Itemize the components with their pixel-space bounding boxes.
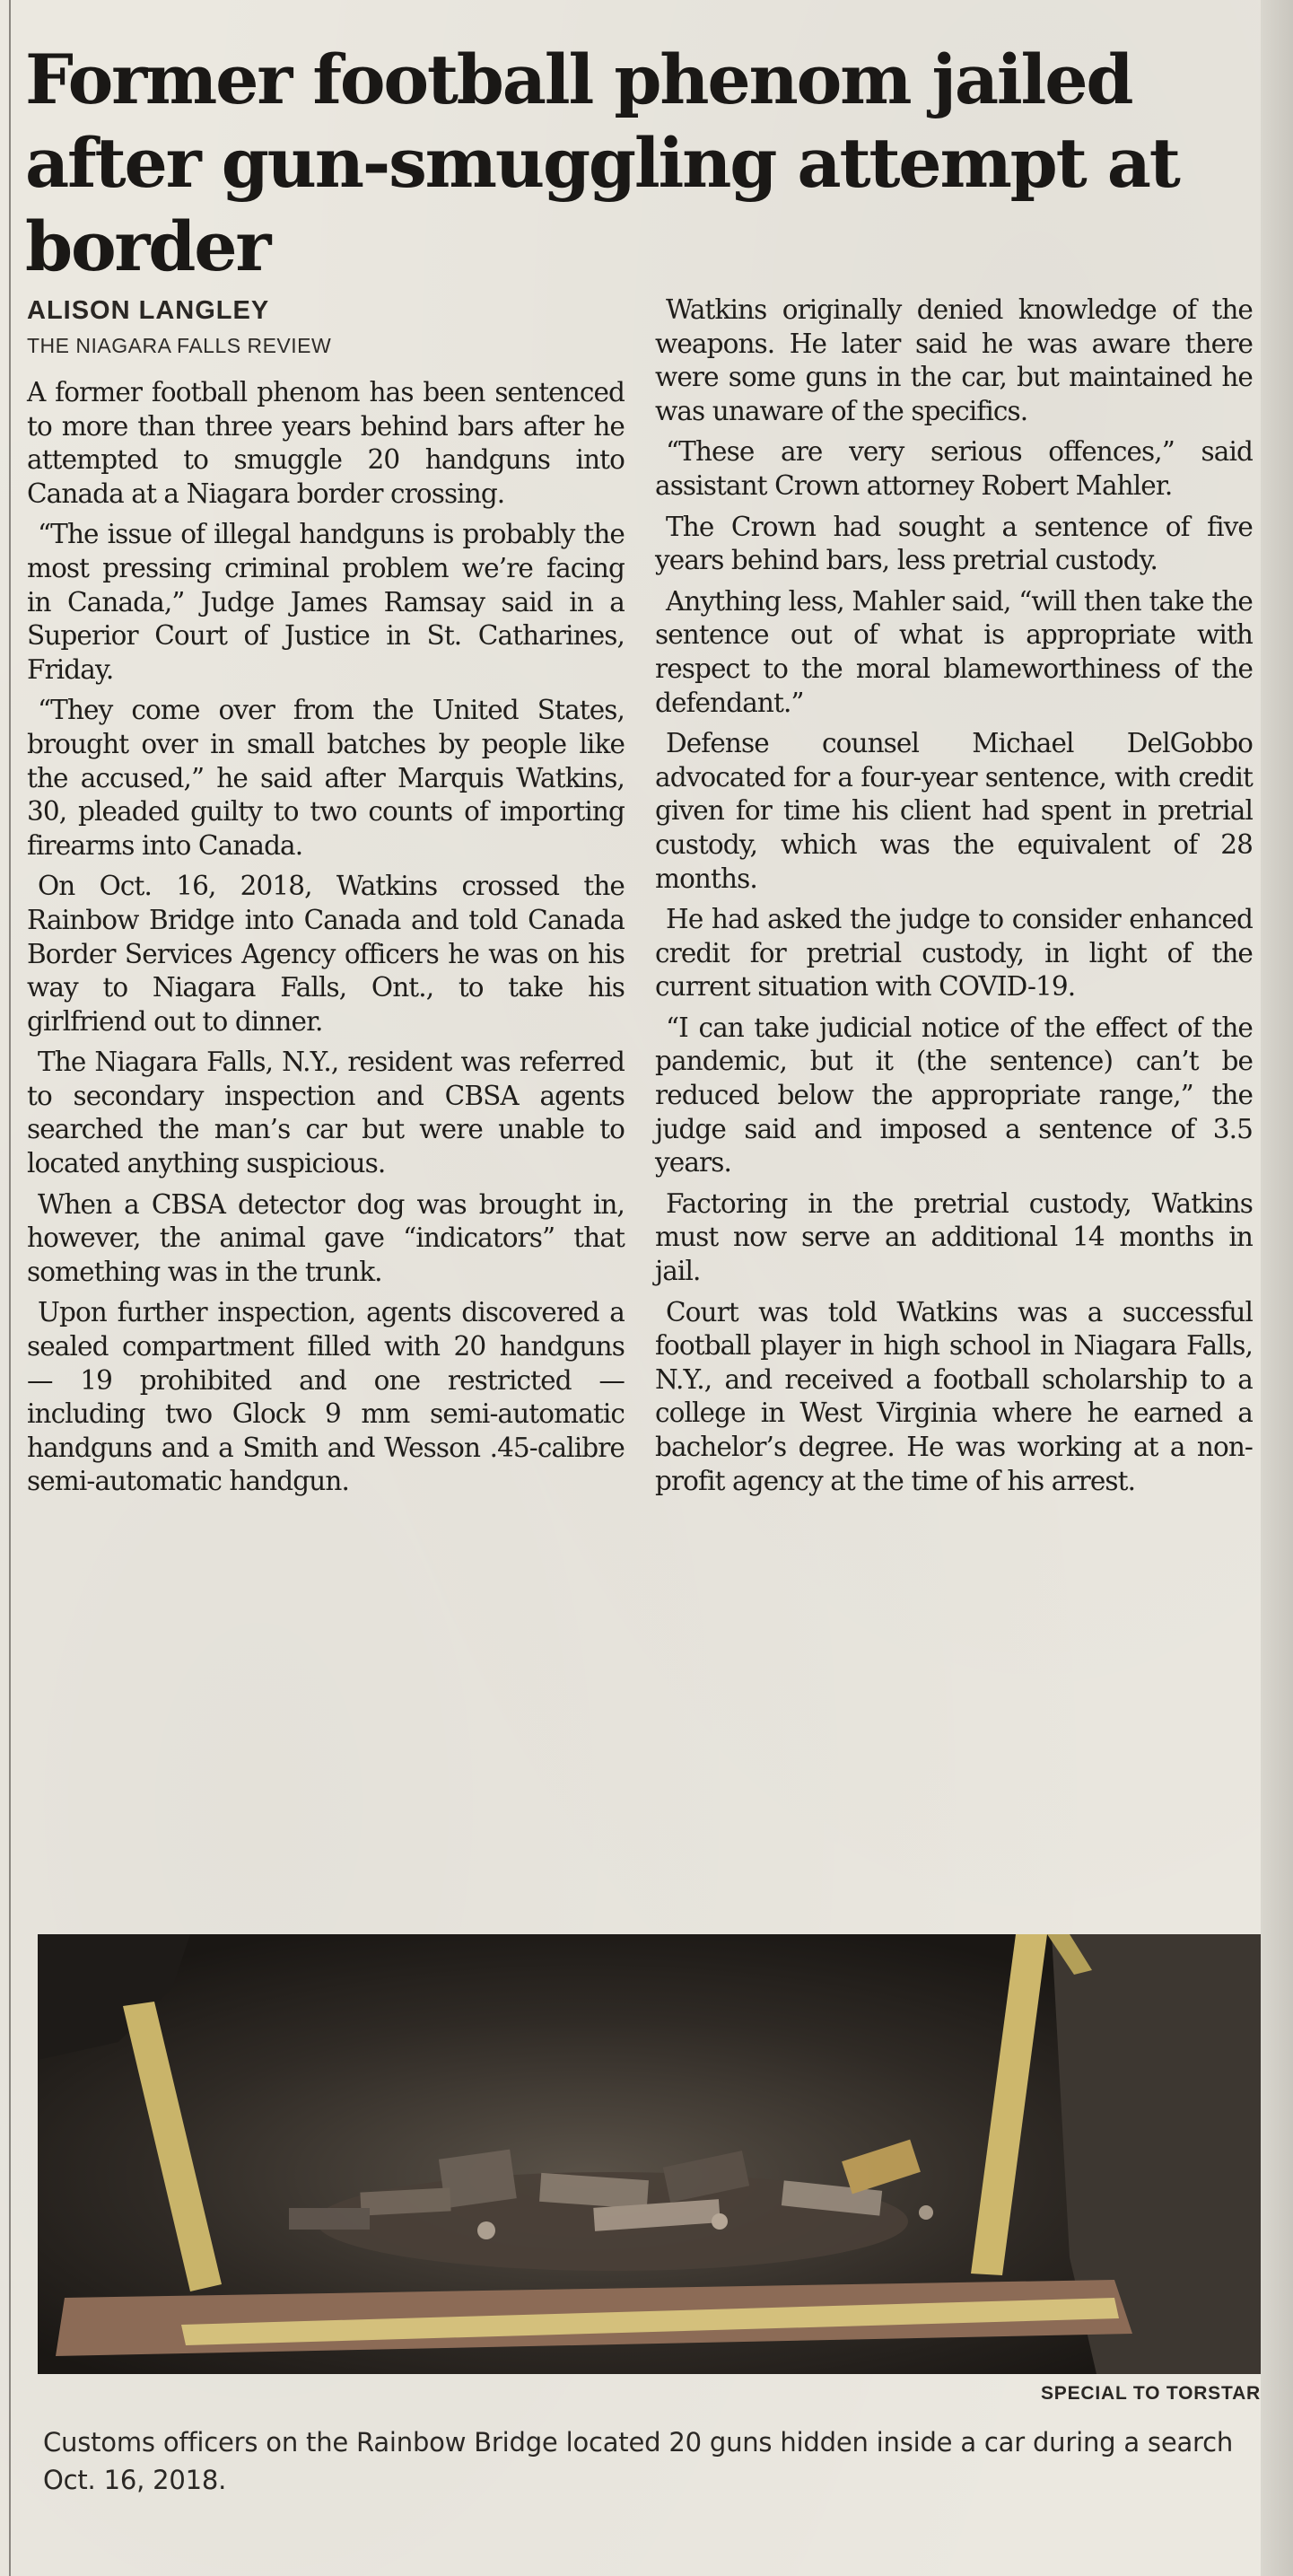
article-photo: [38, 1934, 1261, 2374]
paragraph: A former football phenom has been sentenced to more than three years behind bars after he attempted to smuggle 20 handguns into Canada at a Niagara border crossing.: [27, 377, 625, 509]
paragraph: Upon further inspection, agents discovered a sealed compartment filled with 20 handguns — 19 prohibited and one restricted — including two Glock 9 mm semi-automatic handguns and a Smith and Wesson .45-calibre semi-automatic handgun.: [27, 1297, 625, 1497]
byline: ALISON LANGLEY: [27, 296, 270, 325]
adjacent-page-edge: [1261, 0, 1293, 2576]
paragraph: Defense counsel Michael DelGobbo advocated for a four-year sentence, with credit given for time his client had spent in pretrial custody, which was the equivalent of 28 months.: [655, 728, 1253, 894]
photo-caption: Customs officers on the Rainbow Bridge located 20 guns hidden inside a car during a search Oct. 16, 2018.: [43, 2427, 1234, 2495]
hidden-guns-photo: [38, 1934, 1261, 2374]
paragraph: He had asked the judge to consider enhanced credit for pretrial custody, in light of the current situation with COVID-19.: [655, 904, 1253, 1003]
paragraph: “These are very serious offences,” said assistant Crown attorney Robert Mahler.: [655, 436, 1253, 501]
paragraph: “The issue of illegal handguns is probably the most pressing criminal problem we’re facing in Canada,” Judge James Ramsay said in a Superior Court of Justice in St. Catharines, Friday.: [27, 519, 625, 685]
paragraph: On Oct. 16, 2018, Watkins crossed the Rainbow Bridge into Canada and told Canada Border Services Agency officers he was on his way to Niagara Falls, Ont., to take his girlfriend out to dinner.: [27, 871, 625, 1037]
paragraph: When a CBSA detector dog was brought in, however, the animal gave “indicators” that something was in the trunk.: [27, 1188, 625, 1287]
paragraph: Court was told Watkins was a successful football player in high school in Niagara Falls, N.Y., and received a football scholarship to a college in West Virginia where he earned a bachelor’s degree. He was working at a non-profit agency at the time of his arrest.: [655, 1296, 1253, 1496]
paragraph: Factoring in the pretrial custody, Watkins must now serve an additional 14 months in jail.: [655, 1187, 1253, 1287]
outlet-name: THE NIAGARA FALLS REVIEW: [27, 334, 332, 357]
article-column-left: [27, 376, 625, 1506]
photo-credit: SPECIAL TO TORSTAR: [1040, 2383, 1261, 2404]
headline: Former football phenom jailed after gun-smuggling attempt at border: [25, 39, 1179, 286]
column-rule: [9, 0, 11, 2576]
article-column-right: [655, 294, 1253, 1505]
paragraph: The Niagara Falls, N.Y., resident was referred to secondary inspection and CBSA agents searched the man’s car but were unable to located anything suspicious.: [27, 1047, 625, 1179]
paragraph: Anything less, Mahler said, “will then take the sentence out of what is appropriate with respect to the moral blameworthiness of the defendant.”: [655, 585, 1253, 718]
paragraph: The Crown had sought a sentence of five years behind bars, less pretrial custody.: [655, 511, 1253, 576]
paragraph: “I can take judicial notice of the effect of the pandemic, but it (the sentence) can’t be reduced below the appropriate range,” the judge said and imposed a sentence of 3.5 years.: [655, 1012, 1253, 1178]
paragraph: Watkins originally denied knowledge of the weapons. He later said he was aware there were some guns in the car, but maintained he was unaware of the specifics.: [655, 294, 1253, 426]
paragraph: “They come over from the United States, brought over in small batches by people like the accused,” he said after Marquis Watkins, 30, pleaded guilty to two counts of importing firearms into Canada.: [27, 695, 625, 861]
